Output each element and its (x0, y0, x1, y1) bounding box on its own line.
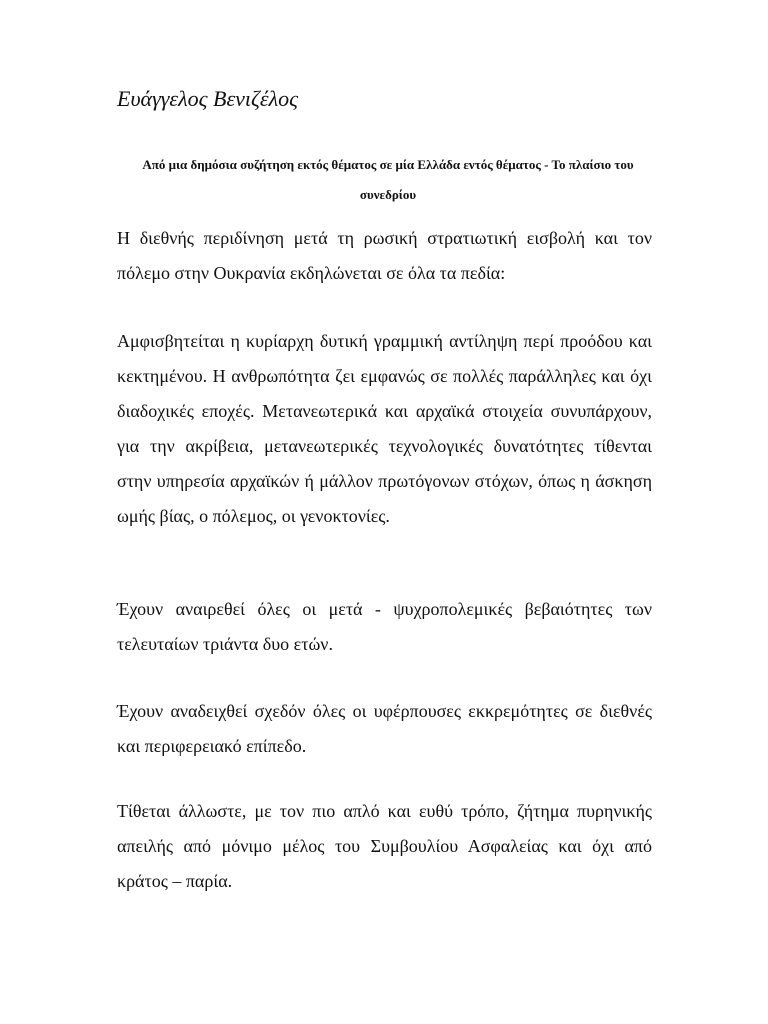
author-name: Ευάγγελος Βενιζέλος (117, 86, 299, 111)
paragraph-1: Η διεθνής περιδίνηση μετά τη ρωσική στρατιωτική εισβολή και τον πόλεμο στην Ουκρανία εκδηλώνεται σε όλα τα πεδία: (117, 228, 652, 283)
paragraph-5: Τίθεται άλλωστε, με τον πιο απλό και ευθύ τρόπο, ζήτημα πυρηνικής απειλής από μόνιμο μέλος του Συμβουλίου Ασφαλείας και όχι από κράτος – παρία. (117, 801, 652, 891)
paragraph-3: Έχουν αναιρεθεί όλες οι μετά - ψυχροπολεμικές βεβαιότητες των τελευταίων τριάντα δυο ετών. (117, 599, 652, 654)
article-subtitle: Από μια δημόσια συζήτηση εκτός θέματος σε μία Ελλάδα εντός θέματος - Το πλαίσιο του συνεδρίου (142, 157, 634, 202)
paragraph-2: Αμφισβητείται η κυρίαρχη δυτική γραμμική αντίληψη περί προόδου και κεκτημένου. Η ανθρωπότητα ζει εμφανώς σε πολλές παράλληλες και όχι διαδοχικές εποχές. Μετανεωτερικά και αρχαϊκά στοιχεία συνυπάρχουν, για την ακρίβεια, μετανεωτερικές τεχνολογικές δυνατότητες τίθενται στην υπηρεσία αρχαϊκών ή μάλλον πρωτόγονων στόχων, όπως η άσκηση ωμής βίας, ο πόλεμος, οι γενοκτονίες. (117, 331, 652, 526)
paragraph-4: Έχουν αναδειχθεί σχεδόν όλες οι υφέρπουσες εκκρεμότητες σε διεθνές και περιφερειακό επίπεδο. (117, 701, 652, 756)
